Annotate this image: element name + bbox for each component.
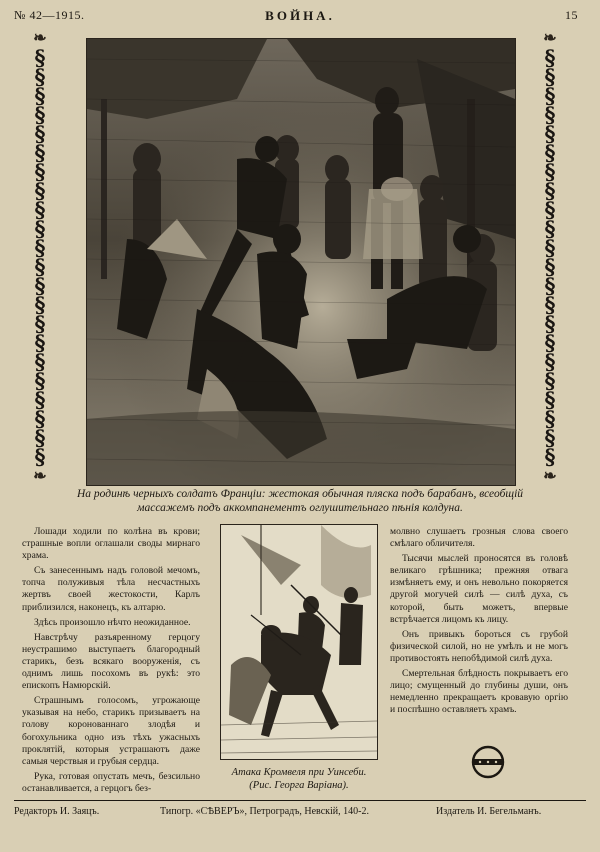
border-scroll-icon: §: [544, 64, 556, 89]
publisher-credit: Издатель И. Бегельманъ.: [436, 806, 542, 817]
page-number: 15: [565, 8, 578, 22]
article-column-left: [22, 526, 200, 798]
border-scroll-icon: §: [544, 140, 556, 165]
border-scroll-icon: §: [34, 159, 46, 184]
masthead-title: ВОЙНА.: [265, 8, 335, 23]
editor-credit: Редакторъ И. Заяцъ.: [14, 806, 100, 817]
border-scroll-icon: §: [544, 311, 556, 336]
border-scroll-icon: §: [544, 292, 556, 317]
figure-caption-line-2: (Рис. Георга Варіана).: [249, 780, 349, 791]
border-scroll-icon: §: [544, 45, 556, 70]
border-scroll-icon: §: [544, 330, 556, 355]
border-scroll-icon: §: [544, 387, 556, 412]
border-scroll-icon: §: [34, 178, 46, 203]
border-scroll-icon: §: [34, 292, 46, 317]
battle-illustration: [220, 524, 378, 760]
printer-emblem-icon: [470, 744, 506, 780]
border-scroll-icon: §: [544, 216, 556, 241]
border-scroll-icon: §: [544, 273, 556, 298]
ornamental-border-right: [528, 28, 572, 506]
border-scroll-icon: §: [544, 254, 556, 279]
border-flourish-icon: ❧: [33, 466, 47, 485]
border-scroll-icon: §: [34, 368, 46, 393]
border-scroll-icon: §: [544, 406, 556, 431]
border-scroll-icon: §: [544, 425, 556, 450]
border-scroll-icon: §: [544, 444, 556, 469]
border-scroll-icon: §: [34, 102, 46, 127]
paragraph: Страшнымъ голосомъ, угрожающе указывая на небо, старикъ призываетъ на голову коронованнаго злодѣя и богохульника одно изъ тѣхъ ужасныхъ проклятій, которыя устрашаютъ даже самыя черствыя и грубыя сердца.: [22, 695, 200, 767]
border-flourish-icon: ❧: [33, 28, 47, 47]
border-scroll-icon: §: [34, 64, 46, 89]
paragraph: Смертельная блѣдность покрываетъ его лицо; смущенный до глубины души, онъ немедленно прекращаетъ кровавую оргію и поспѣшно оставляетъ храмъ.: [390, 668, 568, 716]
paragraph: молвно слушаетъ грозныя слова своего смѣлаго обличителя.: [390, 526, 568, 550]
paragraph: Рука, готовая опустать мечъ, безсильно останавливается, а герцогъ без-: [22, 770, 200, 794]
border-flourish-icon: ❧: [543, 28, 557, 47]
border-scroll-icon: §: [544, 349, 556, 374]
paragraph: Здѣсь произошло нѣчто неожиданное.: [34, 616, 191, 628]
border-scroll-icon: §: [544, 83, 556, 108]
border-scroll-icon: §: [34, 121, 46, 146]
ornamental-border-left: [18, 28, 62, 506]
border-scroll-icon: §: [34, 444, 46, 469]
border-scroll-icon: §: [544, 235, 556, 260]
border-scroll-icon: §: [34, 349, 46, 374]
border-scroll-icon: §: [544, 178, 556, 203]
hero-illustration: [86, 38, 516, 486]
figure-caption-line-1: Атака Кромвеля при Уинсеби.: [231, 767, 367, 778]
paragraph: Тысячи мыслей проносятся въ головѣ великаго грѣшника; прежняя отвага измѣняетъ ему, и онъ невольно покоряется другой могучей силѣ — силѣ духа, съ которой, быть можетъ, впервые встрѣчается лицомъ къ лицу.: [390, 553, 568, 625]
footer-rule: [14, 800, 586, 801]
paragraph: Лошади ходили по колѣна въ крови; страшные вопли оглашали своды мирнаго храма.: [22, 526, 200, 562]
border-scroll-icon: §: [34, 235, 46, 260]
border-scroll-icon: §: [544, 159, 556, 184]
border-scroll-icon: §: [34, 273, 46, 298]
border-scroll-icon: §: [544, 121, 556, 146]
paragraph: Съ занесеннымъ надъ головой мечомъ, топча полуживыя тѣла несчастныхъ жертвъ своей жестокости, Карлъ приблизился, наконецъ, къ алтарю.: [22, 565, 200, 613]
issue-number: № 42—1915.: [14, 8, 85, 22]
paragraph: Навстрѣчу разъяренному герцогу неустрашимо выступаетъ благородный старикъ, безъ всякаго вооруженія, съ однимъ лишь посохомъ въ рукѣ: это епископъ Намюрскій.: [22, 631, 200, 692]
figure-caption: [214, 766, 384, 792]
border-scroll-icon: §: [34, 140, 46, 165]
border-flourish-icon: ❧: [543, 466, 557, 485]
border-scroll-icon: §: [544, 197, 556, 222]
border-scroll-icon: §: [34, 425, 46, 450]
printer-credit: Типогр. «СѢВЕРЪ», Петроградъ, Невскій, 140-2.: [160, 806, 369, 817]
border-scroll-icon: §: [34, 387, 46, 412]
paragraph: Онъ привыкъ бороться съ грубой физической силой, но не умѣлъ и не могъ противостоять непобѣдимой силѣ духа.: [390, 628, 568, 664]
hero-caption-line-1: На родинѣ черныхъ солдатъ Франціи: жестокая обычная пляска подъ барабанъ, всеобщій: [76, 488, 524, 500]
article-column-right: [390, 526, 568, 719]
border-scroll-icon: §: [34, 216, 46, 241]
border-scroll-icon: §: [34, 406, 46, 431]
border-scroll-icon: §: [34, 311, 46, 336]
border-scroll-icon: §: [544, 368, 556, 393]
border-scroll-icon: §: [544, 102, 556, 127]
border-scroll-icon: §: [34, 330, 46, 355]
border-scroll-icon: §: [34, 254, 46, 279]
border-scroll-icon: §: [34, 197, 46, 222]
border-scroll-icon: §: [34, 83, 46, 108]
border-scroll-icon: §: [34, 45, 46, 70]
hero-caption-line-2: массажемъ подъ аккомпанементъ оглушительнаго пѣнія колдуна.: [137, 502, 463, 514]
hero-caption: [60, 487, 540, 515]
